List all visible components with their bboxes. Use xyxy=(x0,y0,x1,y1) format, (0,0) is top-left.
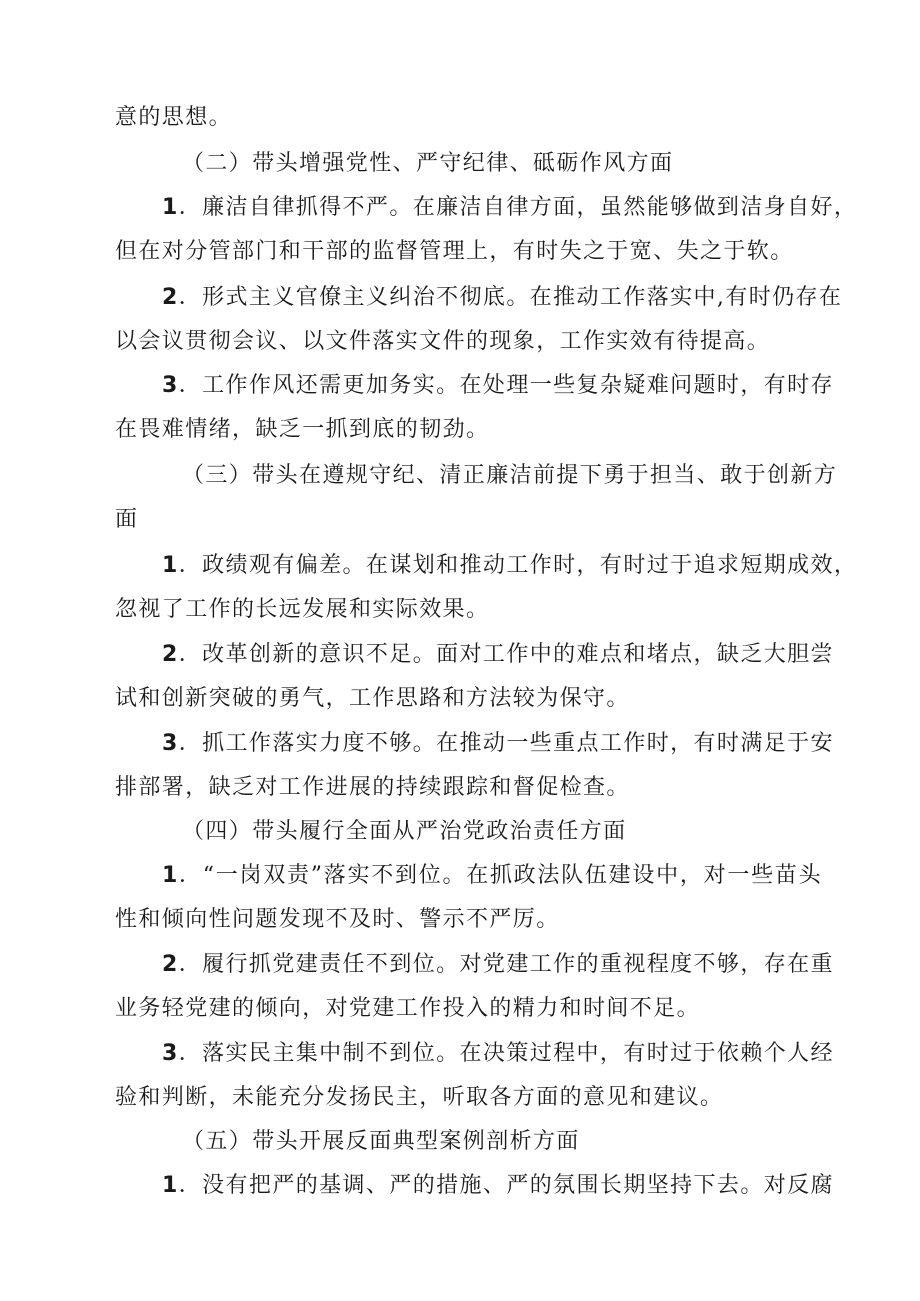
paragraph-line: 意的思想。 xyxy=(115,105,233,130)
list-item-line: 1．政绩观有偏差。在谋划和推动工作时，有时过于追求短期成效， xyxy=(162,553,858,578)
list-item-line: 2．形式主义官僚主义纠治不彻底。在推动工作落实中,有时仍存在 xyxy=(162,285,843,310)
paragraph-line: 但在对分管部门和干部的监督管理上，有时失之于宽、失之于软。 xyxy=(115,239,794,264)
list-item-line: 2．改革创新的意识不足。面对工作中的难点和堵点，缺乏大胆尝 xyxy=(162,642,834,667)
paragraph-line: 面 xyxy=(115,507,139,532)
paragraph-line: 排部署，缺乏对工作进展的持续跟踪和督促检查。 xyxy=(115,775,630,800)
paragraph-line: 性和倾向性问题发现不及时、警示不严厉。 xyxy=(115,907,560,932)
list-item-line: 1．“一岗双责”落实不到位。在抓政法队伍建设中，对一些苗头 xyxy=(162,863,822,888)
paragraph-line: 验和判断，未能充分发扬民主，听取各方面的意见和建议。 xyxy=(115,1085,724,1110)
section-heading: （二）带头增强党性、严守纪律、砥砺作风方面 xyxy=(182,151,674,176)
section-heading: （五）带头开展反面典型案例剖析方面 xyxy=(182,1129,580,1154)
paragraph-line: 忽视了工作的长远发展和实际效果。 xyxy=(115,597,490,622)
list-item-line: 1．廉洁自律抓得不严。在廉洁自律方面，虽然能够做到洁身自好， xyxy=(162,195,858,220)
list-item-line: 2．履行抓党建责任不到位。对党建工作的重视程度不够，存在重 xyxy=(162,952,834,977)
paragraph-line: 试和创新突破的勇气，工作思路和方法较为保守。 xyxy=(115,686,630,711)
section-heading: （四）带头履行全面从严治党政治责任方面 xyxy=(182,819,627,844)
paragraph-line: 以会议贯彻会议、以文件落实文件的现象，工作实效有待提高。 xyxy=(115,329,771,354)
list-item-line: 1．没有把严的基调、严的措施、严的氛围长期坚持下去。对反腐 xyxy=(162,1173,834,1198)
paragraph-line: 在畏难情绪，缺乏一抓到底的韧劲。 xyxy=(115,417,490,442)
list-item-line: 3．落实民主集中制不到位。在决策过程中，有时过于依赖个人经 xyxy=(162,1041,834,1066)
list-item-line: 3．工作作风还需更加务实。在处理一些复杂疑难问题时，有时存 xyxy=(162,373,834,398)
section-heading: （三）带头在遵规守纪、清正廉洁前提下勇于担当、敢于创新方 xyxy=(182,463,838,488)
paragraph-line: 业务轻党建的倾向，对党建工作投入的精力和时间不足。 xyxy=(115,996,701,1021)
list-item-line: 3．抓工作落实力度不够。在推动一些重点工作时，有时满足于安 xyxy=(162,731,834,756)
